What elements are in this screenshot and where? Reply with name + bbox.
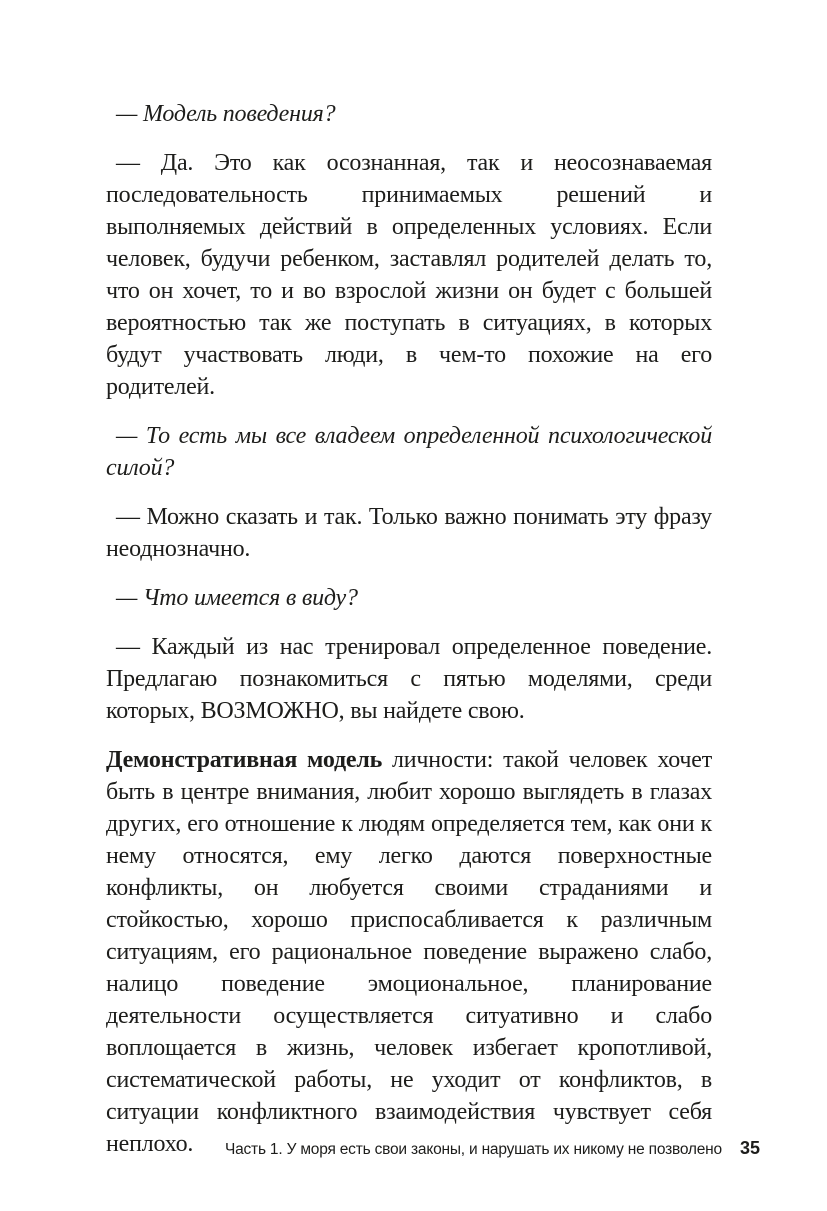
dialogue-question-3: — Что имеется в виду? (116, 585, 358, 611)
dialogue-answer-1: — Да. Это как осознанная, так и неосознаваемая последовательность принимаемых решений и выполняемых действий в определенных условиях. Если человек, будучи ребенком, заставлял родителей делать то, что он хочет, то и во взрослой жизни он будет с большей вероятностью так же поступать в ситуациях, в которых будут участвовать люди, в чем-то похожие на его родителей. (106, 150, 712, 400)
model-name-bold-lead: Демонстративная модель (106, 747, 383, 773)
dialogue-answer-3: — Каждый из нас тренировал определенное поведение. Предлагаю познакомиться с пятью моделями, среди которых, ВОЗМОЖНО, вы найдете свою. (106, 634, 712, 724)
page-text-column (106, 98, 712, 1177)
dialogue-answer-2: — Можно сказать и так. Только важно понимать эту фразу неоднозначно. (106, 504, 712, 562)
footer-page-number: 35 (739, 1138, 760, 1158)
dialogue-question-2: — То есть мы все владеем определенной психологической силой? (106, 423, 712, 481)
footer-running-title: Часть 1. У моря есть свои законы, и нарушать их никому не позволено (224, 1141, 722, 1158)
dialogue-question-1: — Модель поведения? (116, 101, 336, 127)
model-description-text: личности: такой человек хочет быть в центре внимания, любит хорошо выглядеть в глазах других, его отношение к людям определяется тем, как они к нему относятся, ему легко даются поверхностные конфликты, он любуется своими страданиями и стойкостью, хорошо приспосабливается к различным ситуациям, его рациональное поведение выражено слабо, налицо поведение эмоциональное, планирование деятельности осуществляется ситуативно и слабо воплощается в жизнь, человек избегает кропотливой, систематической работы, не уходит от конфликтов, в ситуации конфликтного взаимодействия чувствует себя неплохо. (106, 747, 712, 1157)
model-description-paragraph (106, 744, 712, 1160)
page-footer (0, 1138, 760, 1159)
